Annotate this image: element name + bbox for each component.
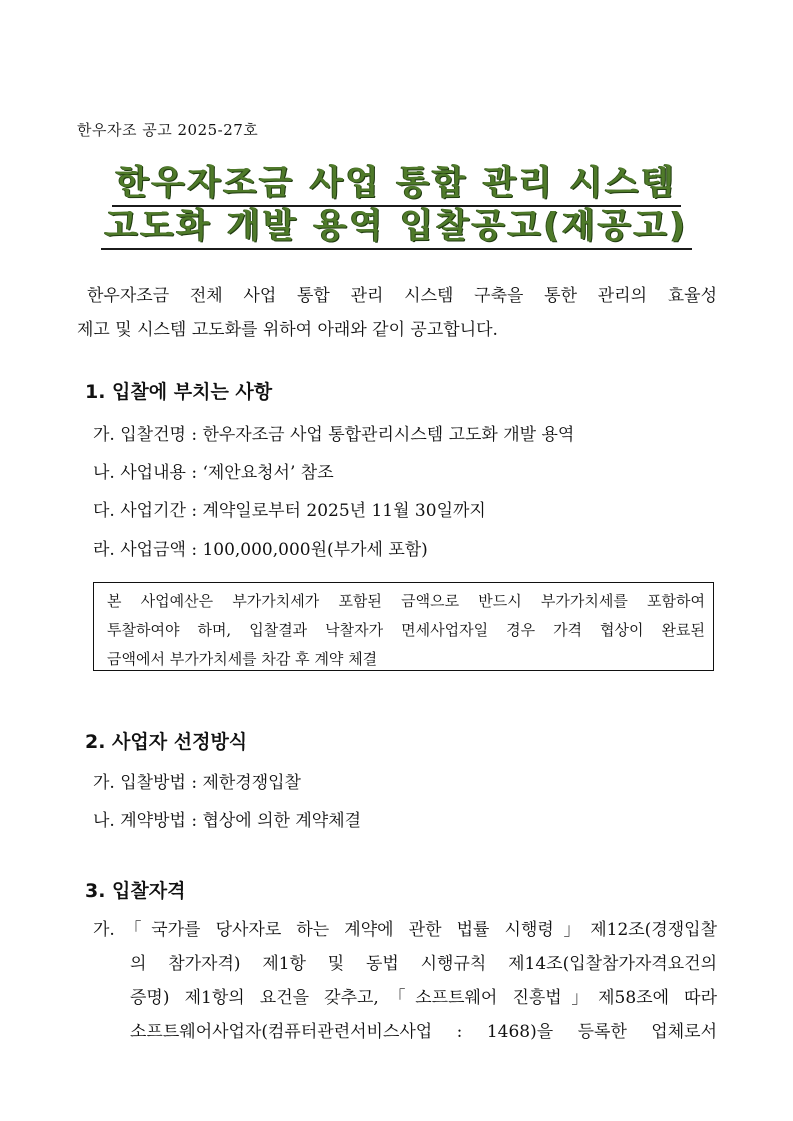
budget-note-line-2: 투찰하여야 하며, 입찰결과 낙찰자가 면세사업자일 경우 가격 협상이 완료된 — [107, 621, 705, 639]
section-3-heading: 3. 입찰자격 — [85, 880, 186, 902]
budget-note-line-1: 본 사업예산은 부가가치세가 포함된 금액으로 반드시 부가가치세를 포함하여 — [107, 592, 705, 610]
section-3-line-2: 의 참가자격) 제1항 및 동법 시행규칙 제14조(입찰참가자격요건의 — [130, 954, 717, 974]
notice-number: 한우자조 공고 2025-27호 — [77, 121, 259, 139]
title-line-2 — [0, 206, 793, 250]
section-3-line-4: 소프트웨어사업자(컴퓨터관련서비스사업 : 1468)을 등록한 업체로서 — [130, 1022, 717, 1042]
title-line-1-text: 한우자조금 사업 통합 관리 시스템 — [112, 163, 681, 207]
section-1-item-a: 가. 입찰건명 : 한우자조금 사업 통합관리시스템 고도화 개발 용역 — [93, 425, 575, 445]
section-2-item-b: 나. 계약방법 : 협상에 의한 계약체결 — [93, 811, 362, 831]
section-3-line-3: 증명) 제1항의 요건을 갖추고,「소프트웨어 진흥법」제58조에 따라 — [130, 988, 717, 1008]
section-2-heading: 2. 사업자 선정방식 — [85, 731, 248, 753]
intro-paragraph — [77, 279, 717, 347]
title-line-1 — [0, 163, 793, 207]
section-3-line-1: 가.「국가를 당사자로 하는 계약에 관한 법률 시행령」제12조(경쟁입찰 — [93, 920, 717, 940]
budget-note-line-3: 금액에서 부가가치세를 차감 후 계약 체결 — [107, 650, 378, 668]
budget-note-box — [93, 582, 714, 671]
section-1-item-c: 다. 사업기간 : 계약일로부터 2025년 11월 30일까지 — [93, 501, 486, 521]
section-2-item-a: 가. 입찰방법 : 제한경쟁입찰 — [93, 773, 301, 793]
intro-line-1: 한우자조금 전체 사업 통합 관리 시스템 구축을 통한 관리의 효율성 — [87, 286, 717, 306]
section-1-item-d: 라. 사업금액 : 100,000,000원(부가세 포함) — [93, 540, 428, 560]
section-1-item-b: 나. 사업내용 : ‘제안요청서’ 참조 — [93, 463, 334, 483]
intro-line-2: 제고 및 시스템 고도화를 위하여 아래와 같이 공고합니다. — [77, 320, 498, 340]
section-3-item-a — [93, 913, 717, 1049]
section-1-heading: 1. 입찰에 부치는 사항 — [85, 381, 273, 403]
title-line-2-text: 고도화 개발 용역 입찰공고(재공고) — [101, 206, 692, 250]
